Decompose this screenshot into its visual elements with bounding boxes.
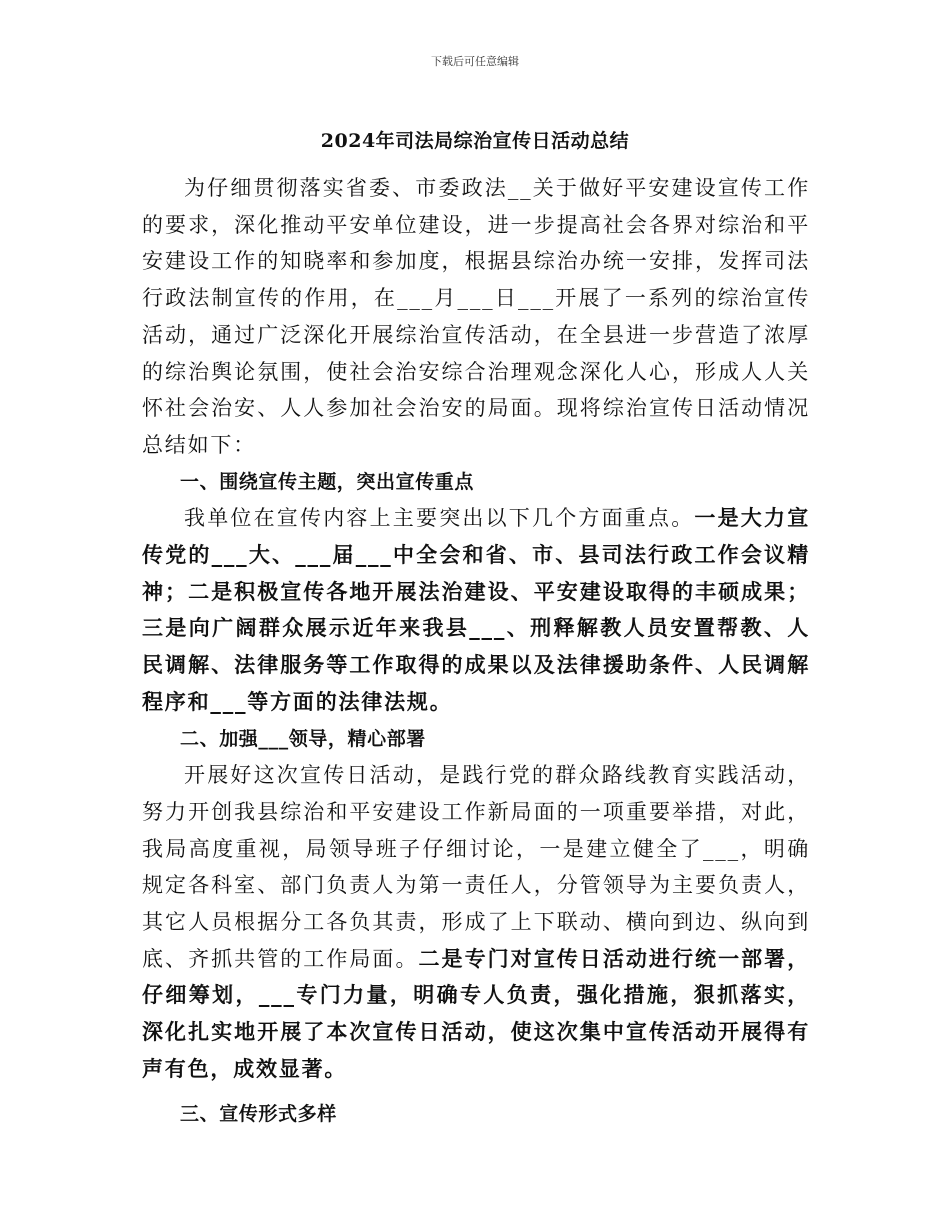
section-1-text-regular: 我单位在宣传内容上主要突出以下几个方面重点。 bbox=[184, 506, 695, 531]
section-1-text-bold: 一是大力宣传党的___大、___届___中全会和省、市、县司法行政工作会议精神；二是积极宣传各地开展法治建设、平安建设取得的丰硕成果；三是向广阔群众展示近年来我县___、刑释解教人员安置帮教、人民调解、法律服务等工作取得的成果以及法律援助条件、人民调解程序和___等方面的法律法规。 bbox=[142, 505, 810, 714]
section-2-text-bold: 二是专门对宣传日活动进行统一部署，仔细筹划，___专门力量，明确专人负责，强化措施，狠抓落实，深化扎实地开展了本次宣传日活动，使这次集中宣传活动开展得有声有色，成效显著。 bbox=[142, 945, 810, 1081]
section-heading-3: 三、宣传形式多样 bbox=[180, 1102, 337, 1125]
page-header-note: 下载后可任意编辑 bbox=[431, 55, 519, 68]
document-title: 2024年司法局综治宣传日活动总结 bbox=[320, 130, 630, 152]
section-heading-1: 一、围绕宣传主题，突出宣传重点 bbox=[180, 470, 475, 493]
section-1-paragraph bbox=[142, 500, 810, 720]
document-body bbox=[142, 170, 810, 1132]
intro-paragraph: 为仔细贯彻落实省委、市委政法__关于做好平安建设宣传工作的要求，深化推动平安单位建设，进一步提高社会各界对综治和平安建设工作的知晓率和参加度，根据县综治办统一安排，发挥司法行政法制宣传的作用，在___月___日___开展了一系列的综治宣传活动，通过广泛深化开展综治宣传活动，在全县进一步营造了浓厚的综治舆论氛围，使社会治安综合治理观念深化人心，形成人人关怀社会治安、人人参加社会治安的局面。现将综治宣传日活动情况总结如下： bbox=[142, 176, 810, 457]
section-2-text-regular: 开展好这次宣传日活动，是践行党的群众路线教育实践活动，努力开创我县综治和平安建设工作新局面的一项重要举措，对此，我局高度重视，局领导班子仔细讨论，一是建立健全了___，明确规定各科室、部门负责人为第一责任人，分管领导为主要负责人，其它人员根据分工各负其责，形成了上下联动、横向到边、纵向到底、齐抓共管的工作局面。 bbox=[142, 763, 810, 971]
section-heading-2: 二、加强___领导，精心部署 bbox=[180, 727, 426, 750]
section-2-paragraph bbox=[142, 757, 810, 1087]
